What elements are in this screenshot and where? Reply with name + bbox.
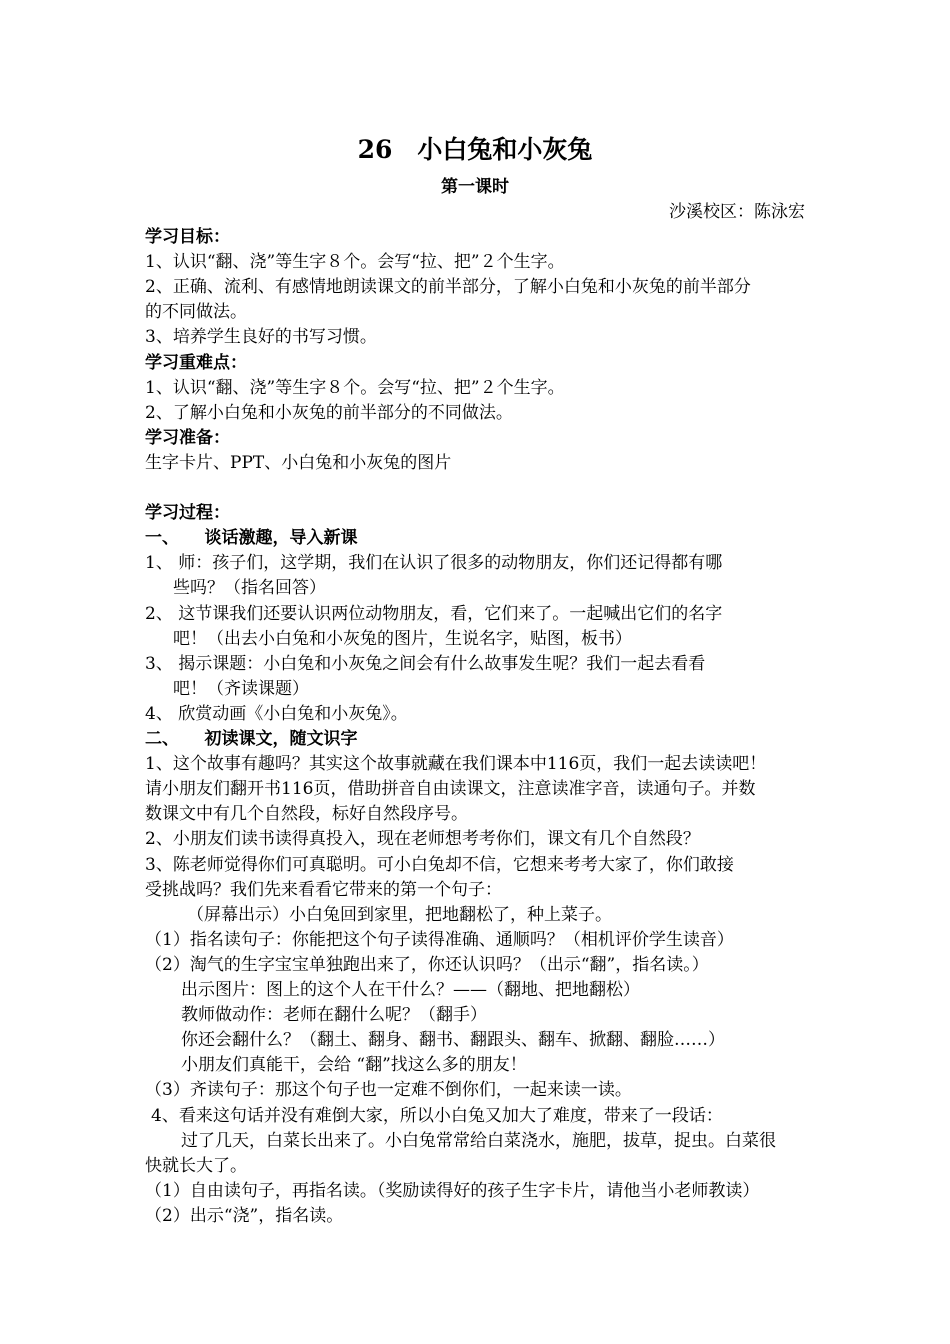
body-text-line: 4、看来这句话并没有难倒大家，所以小白兔又加大了难度，带来了一段话： (151, 1105, 723, 1126)
body-text-line: 1、认识“翻、浇”等生字８个。会写“拉、把”２个生字。 (145, 377, 565, 398)
body-text-line: 3、 揭示课题：小白兔和小灰兔之间会有什么故事发生呢？我们一起去看看 (145, 653, 706, 674)
body-text-line: 2、了解小白兔和小灰兔的前半部分的不同做法。 (145, 402, 513, 423)
body-text-line: （1）指名读句子：你能把这个句子读得准确、通顺吗？（相机评价学生读音） (145, 929, 734, 950)
body-text-line: 3、陈老师觉得你们可真聪明。可小白兔却不信，它想来考考大家了，你们敢接 (145, 854, 734, 875)
body-text-line: 的不同做法。 (145, 302, 247, 323)
body-text-line: 小朋友们真能干，会给 “翻”找这么多的朋友！ (181, 1055, 527, 1076)
document-title: 26 小白兔和小灰兔 (357, 135, 593, 164)
body-text-line: 出示图片：图上的这个人在干什么？——（翻地、把地翻松） (181, 980, 640, 1000)
body-text-line: 受挑战吗？我们先来看看它带来的第一个句子： (145, 879, 502, 900)
section-heading: 一、 谈话激趣，导入新课 (145, 528, 358, 549)
body-text-line: 2、小朋友们读书读得真投入，现在老师想考考你们，课文有几个自然段？ (145, 829, 700, 850)
body-text-line: 1、 师：孩子们，这学期，我们在认识了很多的动物朋友，你们还记得都有哪 (145, 553, 723, 574)
body-text-line: （2）出示“浇”，指名读。 (145, 1205, 344, 1226)
body-text-line: （1）自由读句子，再指名读。（奖励读得好的孩子生字卡片，请他当小老师教读） (145, 1180, 760, 1201)
body-text-line: 数课文中有几个自然段，标好自然段序号。 (145, 804, 468, 825)
body-text-line: 2、 这节课我们还要认识两位动物朋友，看，它们来了。一起喊出它们的名字 (145, 603, 723, 624)
body-text-line: 过了几天，白菜长出来了。小白兔常常给白菜浇水，施肥，拔草，捉虫。白菜很 (181, 1130, 776, 1151)
body-text-line: 4、 欣赏动画《小白兔和小灰兔》。 (145, 703, 408, 724)
section-heading: 学习目标： (145, 227, 230, 247)
section-heading: 学习过程： (145, 503, 230, 524)
body-text-line: 教师做动作：老师在翻什么呢？（翻手） (181, 1005, 487, 1026)
body-text-line: 你还会翻什么？（翻土、翻身、翻书、翻跟头、翻车、掀翻、翻脸……） (181, 1030, 725, 1051)
body-text-line: 请小朋友们翻开书116页，借助拼音自由读课文，注意读准字音，读通句子。并数 (145, 779, 756, 800)
body-text-line: 2、正确、流利、有感情地朗读课文的前半部分，了解小白兔和小灰兔的前半部分 (145, 277, 751, 298)
section-heading: 二、 初读课文，随文识字 (145, 729, 358, 749)
body-text-line: 快就长大了。 (145, 1155, 247, 1176)
lesson-subtitle: 第一课时 (441, 177, 509, 197)
body-text-line: 生字卡片、PPT、小白兔和小灰兔的图片 (145, 452, 452, 473)
body-text-line: 吧！（出去小白兔和小灰兔的图片，生说名字，贴图，板书） (173, 628, 632, 649)
body-text-line: 1、认识“翻、浇”等生字８个。会写“拉、把”２个生字。 (145, 252, 565, 273)
section-heading: 学习准备： (145, 427, 230, 448)
body-text-line: 1、这个故事有趣吗？其实这个故事就藏在我们课本中116页，我们一起去读读吧！ (145, 754, 767, 775)
body-text-line: 些吗？（指名回答） (173, 578, 326, 599)
section-heading: 学习重难点： (145, 352, 247, 373)
body-text-line: 吧！（齐读课题） (173, 678, 309, 699)
author-line: 沙溪校区：陈泳宏 (669, 202, 805, 222)
body-text-line: （2）淘气的生字宝宝单独跑出来了，你还认识吗？（出示“翻”，指名读。） (145, 954, 709, 975)
body-text-line: （屏幕出示）小白兔回到家里，把地翻松了，种上菜子。 (187, 904, 612, 925)
body-text-line: 3、培养学生良好的书写习惯。 (145, 327, 377, 348)
body-text-line: （3）齐读句子：那这个句子也一定难不倒你们，一起来读一读。 (145, 1080, 632, 1101)
